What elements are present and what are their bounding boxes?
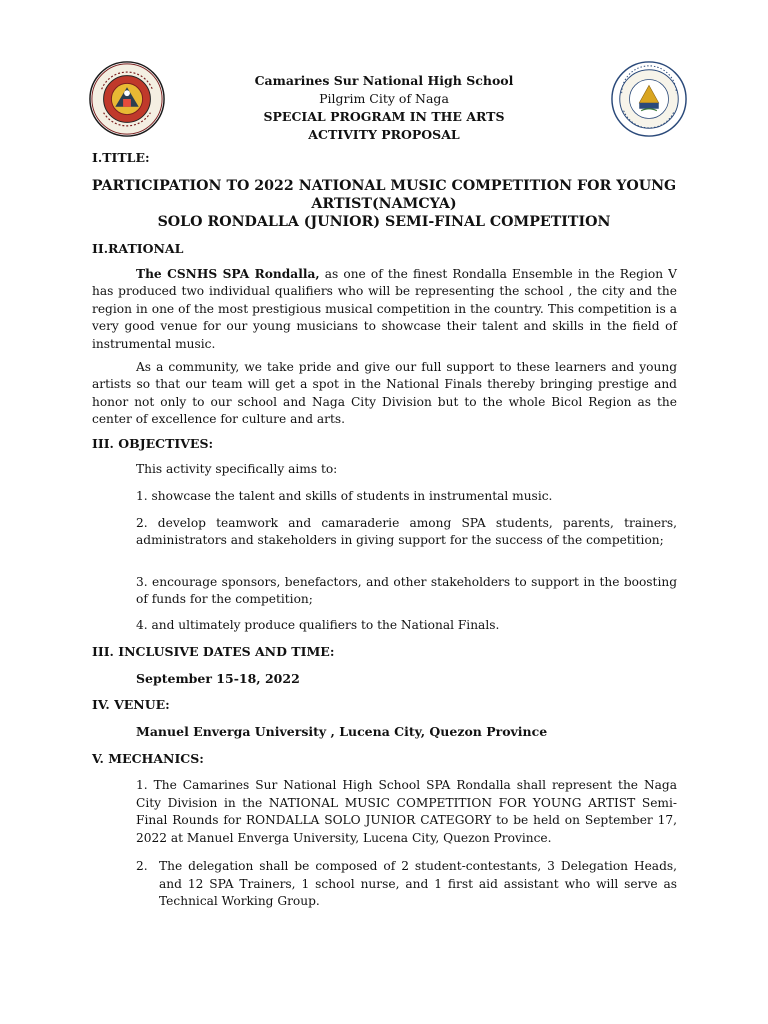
mechanics-item-1: 1. The Camarines Sur National High School SPA Rondalla shall represent the Naga City Division in the NATIONAL MUSIC COMPETITION FOR YOUNG ARTIST Semi-Final Rounds for RONDALLA SOLO JUNIOR CATEGORY to be held on September 17, 2022 at Manuel Enverga University, Lucena City, Quezon Province. [136,778,677,845]
rondalla-name: The CSNHS SPA Rondalla, [136,267,320,281]
mechanics-item-2-number: 2. [136,859,148,873]
mechanics-heading: V. MECHANICS: [92,751,204,766]
title-line-3: SOLO RONDALLA (JUNIOR) SEMI-FINAL COMPETITION [157,214,611,230]
rational-paragraph-1-text: as one of the finest Rondalla Ensemble in the Region V has produced two individual qualifiers who will be representing the school , the city and the region in one of the most prestigious musical competition in the country. This competition is a very good venue for our young musicians to showcase their talent and skills in the field of instrumental music. [92,267,677,351]
objective-item-4: 4. and ultimately produce qualifiers to the National Finals. [136,618,500,632]
rational-paragraph-1 [92,266,677,353]
venue-heading: IV. VENUE: [92,697,170,712]
dates-value: September 15-18, 2022 [136,671,300,686]
school-name: Camarines Sur National High School [254,73,514,88]
dates-heading: III. INCLUSIVE DATES AND TIME: [92,644,335,659]
program-name: SPECIAL PROGRAM IN THE ARTS [263,109,505,124]
title-line-1: PARTICIPATION TO 2022 NATIONAL MUSIC COMPETITION FOR YOUNG [91,178,677,194]
rational-heading: II.RATIONAL [92,241,184,256]
objective-item-2: 2. develop teamwork and camaraderie among SPA students, parents, trainers, administrators and stakeholders in giving support for the success of the competition; [136,516,677,548]
mechanics-item-2 [136,858,677,911]
title-line-2: ARTIST(NAMCYA) [311,196,457,212]
mechanics-item-2-text: The delegation shall be composed of 2 student-contestants, 3 Delegation Heads, and 12 SPA Trainers, 1 school nurse, and 1 first aid assistant who will serve as Technical Working Group. [159,859,677,909]
proposal-title [80,177,688,231]
city-name: Pilgrim City of Naga [319,91,449,106]
venue-value: Manuel Enverga University , Lucena City, Quezon Province [136,724,548,739]
objective-item-1: 1. showcase the talent and skills of students in instrumental music. [136,489,553,503]
objective-item-3: 3. encourage sponsors, benefactors, and other stakeholders to support in the boosting of funds for the competition; [136,575,677,607]
rational-paragraph-2: As a community, we take pride and give our full support to these learners and young artists so that our team will get a spot in the National Finals thereby bringing prestige and honor not only to our school and Naga City Division but to the whole Bicol Region as the center of excellence for culture and arts. [92,360,677,427]
title-heading: I.TITLE: [92,150,150,165]
document-type: ACTIVITY PROPOSAL [308,127,460,142]
csnhs-seal-logo [610,60,688,138]
objectives-heading: III. OBJECTIVES: [92,436,214,451]
objectives-intro: This activity specifically aims to: [136,462,338,476]
document-header [150,72,618,144]
